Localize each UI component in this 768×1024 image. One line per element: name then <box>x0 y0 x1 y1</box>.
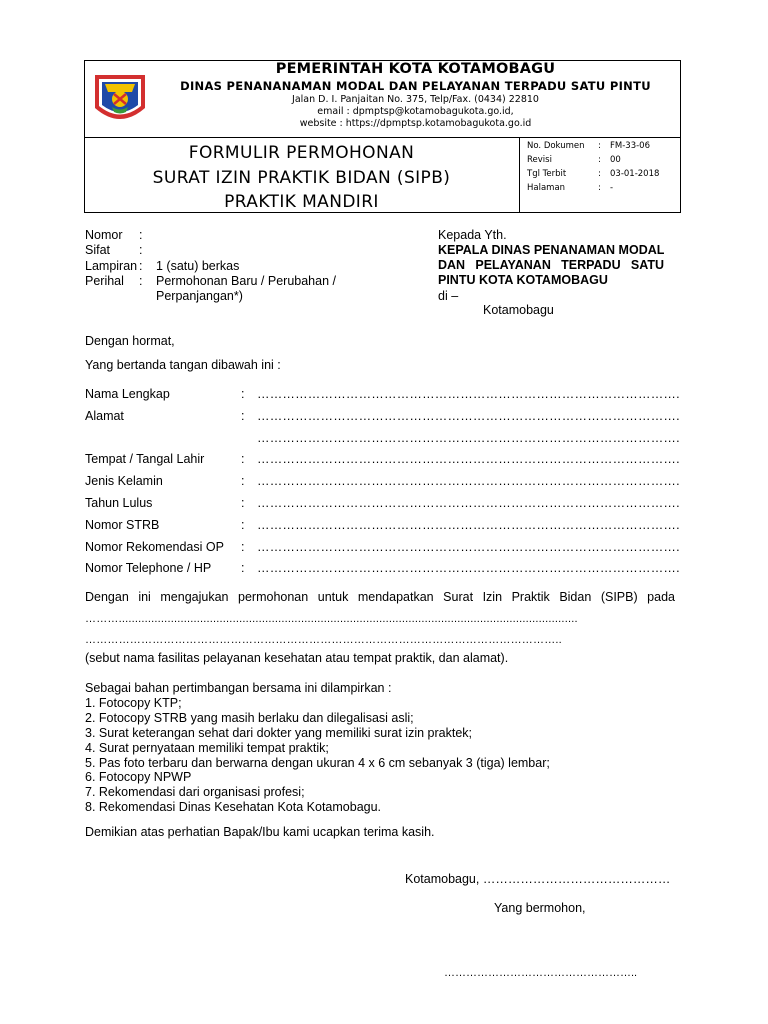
lampiran-colon: : <box>139 259 143 273</box>
perihal-value-cont: Perpanjangan*) <box>156 289 243 303</box>
list-item: 5. Pas foto terbaru dan berwarna dengan ukuran 4 x 6 cm sebanyak 3 (tiga) lembar; <box>85 756 550 770</box>
request-text: Dengan ini mengajukan permohonan untuk mendapatkan Surat Izin Praktik Bidan (SIPB) pada <box>85 590 675 604</box>
recipient-line2: DAN PELAYANAN TERPADU SATU <box>438 258 664 272</box>
alamat-field-line2[interactable]: ………………………………………………………………………………………. <box>257 431 680 445</box>
applicant-label: Yang bermohon, <box>494 901 586 915</box>
tempat-tanggal-lahir-field[interactable]: ………………………………………………………………………………………. <box>257 452 680 466</box>
sifat-label: Sifat <box>85 243 111 257</box>
field-colon: : <box>241 452 245 466</box>
meta-colon: : <box>598 155 601 165</box>
recipient-line3: PINTU KOTA KOTAMOBAGU <box>438 273 608 287</box>
sifat-colon: : <box>139 243 143 257</box>
list-item: 7. Rekomendasi dari organisasi profesi; <box>85 785 305 799</box>
field-label: Alamat <box>85 409 124 423</box>
field-label: Nomor Rekomendasi OP <box>85 540 224 554</box>
nomor-strb-field[interactable]: ………………………………………………………………………………………. <box>257 518 680 532</box>
field-colon: : <box>241 474 245 488</box>
list-item: 3. Surat keterangan sehat dari dokter yang memiliki surat izin praktek; <box>85 726 472 740</box>
list-item: 8. Rekomendasi Dinas Kesehatan Kota Kotamobagu. <box>85 800 382 814</box>
nomor-telephone-field[interactable]: ………………………………………………………………………………………. <box>257 561 680 575</box>
agency-name: DINAS PENANANAMAN MODAL DAN PELAYANAN TERPADU SATU PINTU <box>180 79 651 93</box>
meta-colon: : <box>598 141 601 151</box>
perihal-colon: : <box>139 274 143 288</box>
alamat-field[interactable]: ………………………………………………………………………………………. <box>257 409 680 423</box>
meta-label: Halaman <box>527 183 566 193</box>
perihal-value: Permohonan Baru / Perubahan / <box>156 274 336 288</box>
list-item: 1. Fotocopy KTP; <box>85 696 182 710</box>
list-item: 6. Fotocopy NPWP <box>85 770 192 784</box>
recipient-line1: KEPALA DINAS PENANAMAN MODAL <box>438 243 665 257</box>
intro-text: Yang bertanda tangan dibawah ini : <box>85 358 281 372</box>
field-colon: : <box>241 540 245 554</box>
field-label: Nama Lengkap <box>85 387 170 401</box>
field-colon: : <box>241 496 245 510</box>
meta-label: No. Dokumen <box>527 141 585 151</box>
lampiran-label: Lampiran <box>85 259 138 273</box>
field-label: Jenis Kelamin <box>85 474 163 488</box>
facility-field-line2[interactable]: ……………………………………………………………………………………………………………….. <box>85 634 562 646</box>
list-item: 4. Surat pernyataan memiliki tempat praktik; <box>85 741 329 755</box>
greeting: Dengan hormat, <box>85 334 175 348</box>
title-divider <box>519 137 520 213</box>
agency-email: email : dpmptsp@kotamobagukota.go.id, <box>317 106 514 117</box>
recipient-di: di – <box>438 289 459 303</box>
field-label: Tempat / Tangal Lahir <box>85 452 205 466</box>
facility-note: (sebut nama fasilitas pelayanan kesehatan atau tempat praktik, dan alamat). <box>85 651 509 665</box>
government-name: PEMERINTAH KOTA KOTAMOBAGU <box>275 61 556 77</box>
field-colon: : <box>241 387 245 401</box>
meta-label: Revisi <box>527 155 552 165</box>
meta-value: 03-01-2018 <box>610 169 660 179</box>
recipient-salutation: Kepada Yth. <box>438 228 507 242</box>
meta-colon: : <box>598 183 601 193</box>
place-date-field[interactable]: Kotamobagu, ……………………………………… <box>405 872 671 886</box>
recipient-city: Kotamobagu <box>483 303 554 317</box>
field-label: Nomor Telephone / HP <box>85 561 212 575</box>
closing-text: Demikian atas perhatian Bapak/Ibu kami ucapkan terima kasih. <box>85 825 435 839</box>
form-title-line3: PRAKTIK MANDIRI <box>224 192 379 212</box>
agency-address: Jalan D. I. Panjaitan No. 375, Telp/Fax. (0434) 22810 <box>292 94 539 105</box>
field-colon: : <box>241 561 245 575</box>
field-colon: : <box>241 409 245 423</box>
jenis-kelamin-field[interactable]: ………………………………………………………………………………………. <box>257 474 680 488</box>
meta-value: - <box>610 183 614 193</box>
perihal-label: Perihal <box>85 274 124 288</box>
nomor-colon: : <box>139 228 143 242</box>
city-emblem-logo <box>92 72 148 126</box>
form-title-line2: SURAT IZIN PRAKTIK BIDAN (SIPB) <box>152 168 451 188</box>
meta-value: 00 <box>610 155 621 165</box>
lampiran-value: 1 (satu) berkas <box>156 259 240 273</box>
form-title-line1: FORMULIR PERMOHONAN <box>188 143 415 163</box>
attachments-intro: Sebagai bahan pertimbangan bersama ini dilampirkan : <box>85 681 392 695</box>
field-colon: : <box>241 518 245 532</box>
meta-label: Tgl Terbit <box>527 169 567 179</box>
nomor-rekomendasi-field[interactable]: ………………………………………………………………………………………. <box>257 540 680 554</box>
list-item: 2. Fotocopy STRB yang masih berlaku dan dilegalisasi asli; <box>85 711 414 725</box>
field-label: Nomor STRB <box>85 518 160 532</box>
nama-lengkap-field[interactable]: ………………………………………………………………………………………. <box>257 387 680 401</box>
tahun-lulus-field[interactable]: ………………………………………………………………………………………. <box>257 496 680 510</box>
nomor-label: Nomor <box>85 228 123 242</box>
signature-line[interactable]: …………………………………………….. <box>444 967 638 979</box>
facility-field[interactable]: ………............................................................................................................................................. <box>85 613 578 625</box>
agency-website: website : https://dpmptsp.kotamobagukota.go.id <box>299 118 532 129</box>
meta-colon: : <box>598 169 601 179</box>
field-label: Tahun Lulus <box>85 496 153 510</box>
meta-value: FM-33-06 <box>610 141 650 151</box>
